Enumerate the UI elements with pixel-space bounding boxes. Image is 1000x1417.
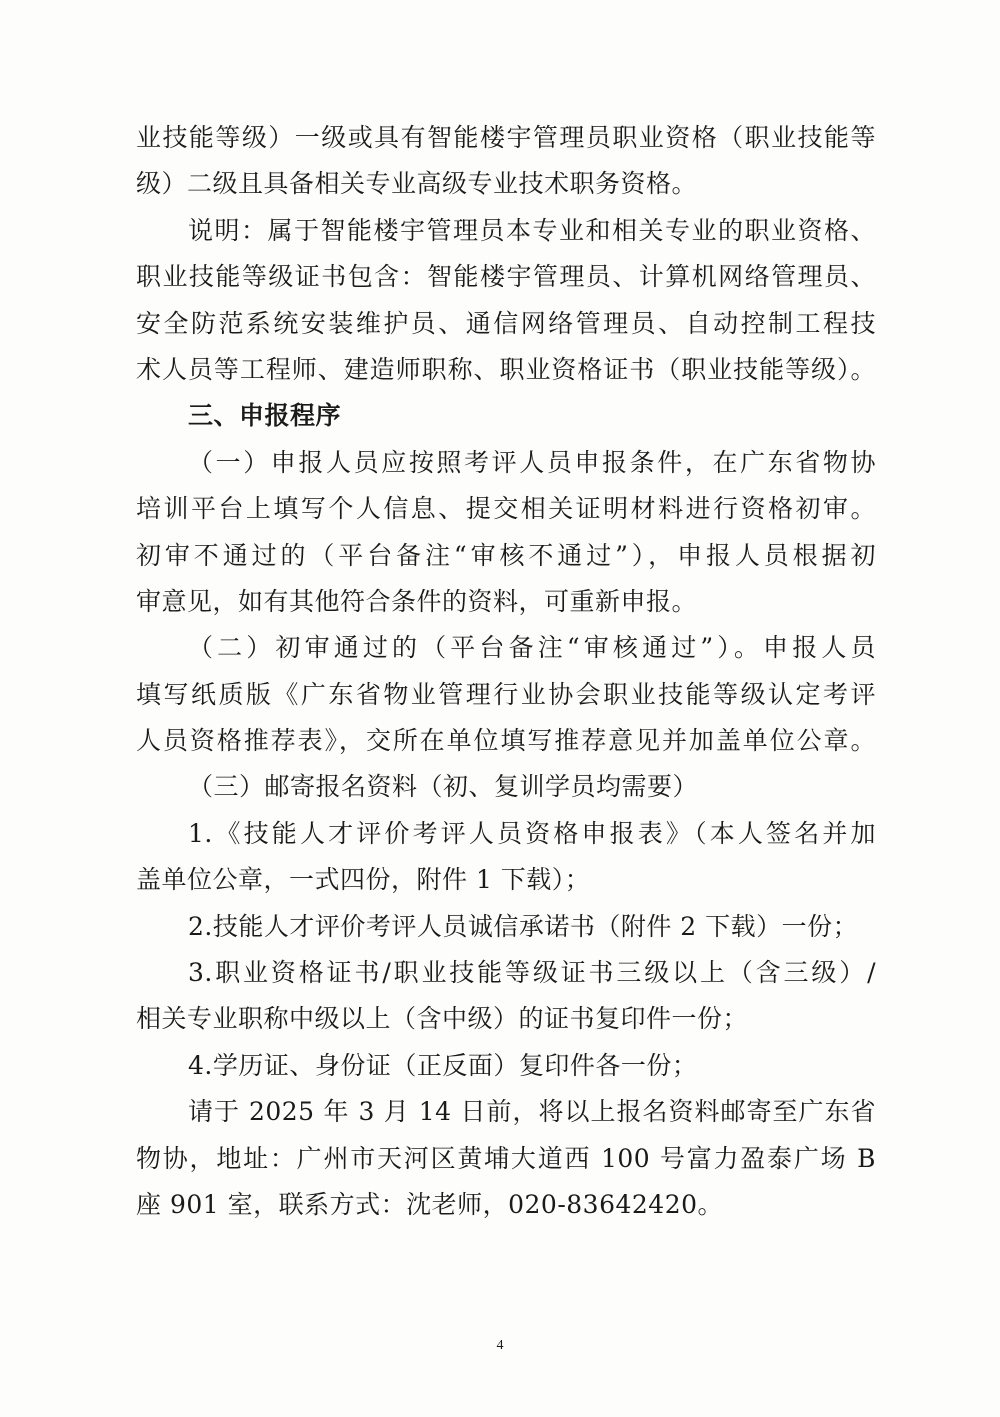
list-item-4: 4.学历证、身份证（正反面）复印件各一份； [188,1050,698,1080]
text-line-mailing: 物协，地址：广州市天河区黄埔大道西 100 号富力盈泰广场 B [136,1143,876,1173]
text-line-step-3: （三）邮寄报名资料（初、复训学员均需要） [188,772,699,802]
text-line-step-1: 培训平台上填写个人信息、提交相关证明材料进行资格初审。 [136,494,876,524]
text-line-continuation: 业技能等级）一级或具有智能楼宇管理员职业资格（职业技能等 [136,123,876,152]
text-line-note: 安全防范系统安装维护员、通信网络管理员、自动控制工程技 [136,308,876,338]
text-line-note: 职业技能等级证书包含：智能楼宇管理员、计算机网络管理员、 [136,262,876,292]
list-item-3: 相关专业职称中级以上（含中级）的证书复印件一份； [136,1004,749,1034]
text-line-mailing: 请于 2025 年 3 月 14 日前，将以上报名资料邮寄至广东省 [188,1097,876,1127]
list-item-1: 盖单位公章，一式四份，附件 1 下载）； [136,865,591,895]
list-item-1: 1.《技能人才评价考评人员资格申报表》（本人签名并加 [188,818,876,848]
text-line-mailing: 座 901 室，联系方式：沈老师，020-83642420。 [136,1189,724,1219]
list-item-2: 2.技能人才评价考评人员诚信承诺书（附件 2 下载）一份； [188,911,859,941]
text-line-step-1: 初审不通过的（平台备注“审核不通过”），申报人员根据初 [136,540,876,570]
text-line-step-2: （二）初审通过的（平台备注“审核通过”）。申报人员 [188,633,876,663]
text-line-step-2: 填写纸质版《广东省物业管理行业协会职业技能等级认定考评 [136,679,876,709]
text-line-step-2: 人员资格推荐表》，交所在单位填写推荐意见并加盖单位公章。 [136,726,876,756]
section-heading: 三、申报程序 [188,401,342,431]
text-line-note: 说明：属于智能楼宇管理员本专业和相关专业的职业资格、 [188,215,876,245]
text-line-step-1: 审意见，如有其他符合条件的资料，可重新申报。 [136,586,698,616]
text-line-step-1: （一）申报人员应按照考评人员申报条件，在广东省物协 [188,447,876,477]
page-number: 4 [496,1338,504,1353]
text-line-note: 术人员等工程师、建造师职称、职业资格证书（职业技能等级）。 [136,354,876,384]
list-item-3: 3.职业资格证书/职业技能等级证书三级以上（含三级）/ [188,958,876,988]
document-body [136,115,876,1228]
text-line-continuation: 级）二级且具备相关专业高级专业技术职务资格。 [136,169,698,199]
